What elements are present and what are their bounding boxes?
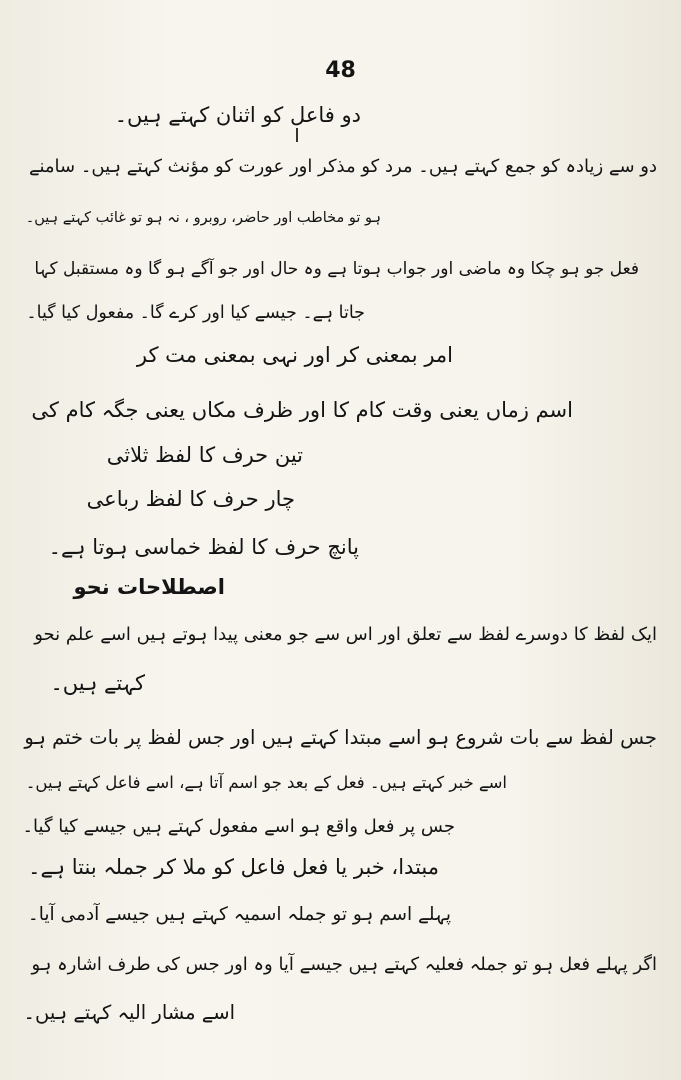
text-line: جس پر فعل واقع ہو اسے مفعول کہتے ہیں جیسے کیا گیا۔ <box>22 816 455 837</box>
text-line: ہو تو مخاطب اور حاضر، روبرو ، نہ ہو تو غائب کہتے ہیں۔ <box>25 210 381 226</box>
text-line: دو فاعل کو اثنان کہتے ہیں۔ <box>114 103 361 127</box>
text-line: چار حرف کا لفظ رباعی <box>86 487 295 511</box>
text-line: اگر پہلے فعل ہو تو جملہ فعلیہ کہتے ہیں جیسے آیا وہ اور جس کی طرف اشارہ ہو <box>31 954 657 975</box>
margin-mark <box>296 128 298 142</box>
text-line: پہلے اسم ہو تو جملہ اسمیہ کہتے ہیں جیسے آدمی آیا۔ <box>27 904 451 925</box>
text-line: مبتدا، خبر یا فعل فاعل کو ملا کر جملہ بنتا ہے۔ <box>28 855 439 879</box>
text-line: فعل جو ہو چکا وہ ماضی اور جواب ہوتا ہے وہ حال اور جو آگے ہو گا وہ مستقبل کہا <box>34 259 639 279</box>
text-line: دو سے زیادہ کو جمع کہتے ہیں۔ مرد کو مذکر اور عورت کو مؤنث کہتے ہیں۔ سامنے <box>28 156 657 177</box>
text-line: کہتے ہیں۔ <box>50 671 145 695</box>
text-line: امر بمعنی کر اور نہی بمعنی مت کر <box>136 343 453 367</box>
page-number: 48 <box>325 58 356 83</box>
text-line: پانچ حرف کا لفظ خماسی ہوتا ہے۔ <box>48 535 359 559</box>
text-line: جس لفظ سے بات شروع ہو اسے مبتدا کہتے ہیں اور جس لفظ پر بات ختم ہو <box>24 726 657 749</box>
text-line: ایک لفظ کا دوسرے لفظ سے تعلق اور اس سے جو معنی پیدا ہوتے ہیں اسے علم نحو <box>34 624 657 645</box>
text-line: جاتا ہے۔ جیسے کیا اور کرے گا۔ مفعول کیا گیا۔ <box>26 303 365 323</box>
text-line: اسم زماں یعنی وقت کام کا اور ظرف مکاں یعنی جگہ کام کی <box>31 398 573 422</box>
section-heading: اصطلاحات نحو <box>73 575 225 599</box>
text-line: اسے خبر کہتے ہیں۔ فعل کے بعد جو اسم آتا ہے، اسے فاعل کہتے ہیں۔ <box>25 773 507 792</box>
text-line: اسے مشار الیہ کہتے ہیں۔ <box>23 1001 235 1024</box>
text-line: تین حرف کا لفظ ثلاثی <box>106 443 303 467</box>
